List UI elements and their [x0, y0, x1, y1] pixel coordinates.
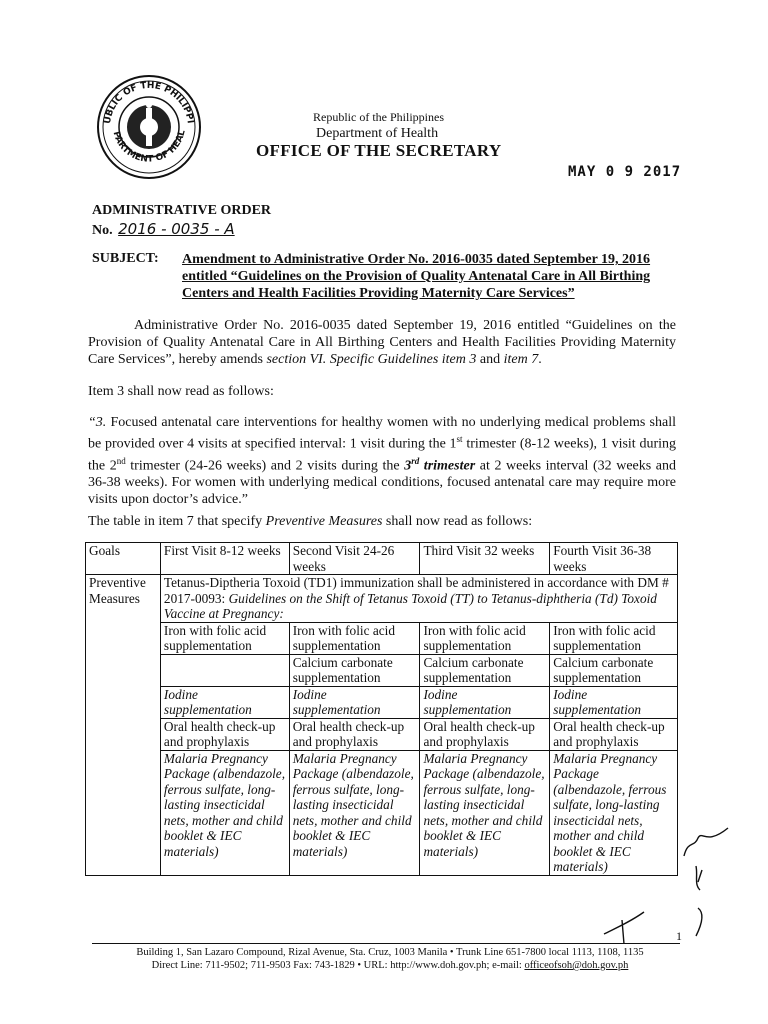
handwritten-mark [600, 910, 650, 950]
order-title: ADMINISTRATIVE ORDER [92, 203, 272, 218]
table-cell: Iron with folic acid supplementation [550, 622, 678, 654]
table-cell: Iodine supplementation [160, 686, 289, 718]
table-cell: Oral health check-up and prophylaxis [289, 718, 420, 750]
order-number [92, 220, 235, 239]
footer-contact [90, 946, 690, 972]
table-cell: Oral health check-up and prophylaxis [420, 718, 550, 750]
table-header-cell: Fourth Visit 36-38 weeks [550, 543, 678, 575]
subject-text: Amendment to Administrative Order No. 2016-0035 dated September 19, 2016 entitled “Guidelines on the Provision of Quality Antenatal Care in All Birthing Centers and Health Facilities Providing Maternity Care Services” [182, 252, 651, 301]
date-stamp: MAY 0 9 2017 [568, 164, 682, 180]
table-cell: Oral health check-up and prophylaxis [550, 718, 678, 750]
table-row [86, 575, 678, 623]
table-cell: Iodine supplementation [289, 686, 420, 718]
table-header-cell: First Visit 8-12 weeks [160, 543, 289, 575]
order-number-label: No. [92, 223, 113, 238]
footer-email-link[interactable]: officeofsoh@doh.gov.ph [524, 960, 629, 971]
table-row [86, 654, 678, 686]
table-cell: Iron with folic acid supplementation [160, 622, 289, 654]
table-cell: Iodine supplementation [550, 686, 678, 718]
footer-address: Building 1, San Lazaro Compound, Rizal Avenue, Sta. Cruz, 1003 Manila • Trunk Line 651-7800 local 1113, 1108, 1135 [136, 947, 644, 958]
item3-intro: Item 3 shall now read as follows: [88, 384, 274, 399]
intro-paragraph: Administrative Order No. 2016-0035 dated September 19, 2016 entitled “Guidelines on the Provision of Quality Antenatal Care in All Birthing Centers and Health Facilities Providing Maternity Care Services”, hereby amends section VI. Specific Guidelines item 3 and item 7. [88, 318, 676, 367]
item7-intro: The table in item 7 that specify Preventive Measures shall now read as follows: [88, 514, 533, 529]
table-cell: Oral health check-up and prophylaxis [160, 718, 289, 750]
preventive-measures-table [85, 542, 678, 876]
svg-text:DEPARTMENT OF HEALTH: PARTMENT OF HEAL [110, 130, 188, 165]
doh-seal-logo [96, 74, 202, 180]
table-cell-empty [160, 654, 289, 686]
order-number-handwritten: 2016 - 0035 - A [118, 220, 235, 238]
table-cell: Malaria Pregnancy Package (albendazole, ferrous sulfate, long-lasting insecticidal nets, mother and child booklet & IEC materials) [289, 750, 420, 875]
handwritten-initials [676, 818, 736, 948]
table-row [86, 718, 678, 750]
table-header-cell: Second Visit 24-26 weeks [289, 543, 420, 575]
table-cell: Malaria Pregnancy Package (albendazole, ferrous sulfate, long-lasting insecticidal nets, mother and child booklet & IEC materials) [160, 750, 289, 875]
item3-text: “3. Focused antenatal care interventions for healthy women with no underlying medical problems shall be provided over 4 visits at specified interval: 1 visit during the 1st trimester (8-12 weeks), 1 visit during the 2nd trimester (24-26 weeks) and 2 visits during the 3rd trimester at 2 weeks interval (32 weeks and 36-38 weeks). For women with underlying medical conditions, focused antenatal care may require more visits upon doctor’s advice.” [88, 415, 677, 508]
table-row [86, 622, 678, 654]
footer-contacts: Direct Line: 711-9502; 711-9503 Fax: 743-1829 • URL: http://www.doh.gov.ph; e-mail: officeofsoh@doh.gov.ph [151, 960, 629, 971]
office-title: OFFICE OF THE SECRETARY [256, 141, 502, 160]
table-cell: Iodine supplementation [420, 686, 550, 718]
table-header-cell: Third Visit 32 weeks [420, 543, 550, 575]
table-cell: Calcium carbonate supplementation [289, 654, 420, 686]
table-row [86, 686, 678, 718]
table-cell: Calcium carbonate supplementation [550, 654, 678, 686]
footer-divider [92, 943, 680, 944]
table-cell: Calcium carbonate supplementation [420, 654, 550, 686]
page-number: 1 [676, 929, 682, 943]
table-cell: Malaria Pregnancy Package (albendazole, ferrous sulfate, long-lasting insecticidal nets, mother and child booklet & IEC materials) [550, 750, 678, 875]
table-cell: Iron with folic acid supplementation [420, 622, 550, 654]
department-label: Department of Health [316, 126, 439, 141]
republic-label: Republic of the Philippines [313, 110, 444, 124]
table-cell-tetanus: Tetanus-Diptheria Toxoid (TD1) immunization shall be administered in accordance with DM # 2017-0093: Guidelines on the Shift of Tetanus Toxoid (TT) to Tetanus-diphtheria (Td) Toxoid Vaccine at Pregnancy: [160, 575, 677, 623]
table-header-row [86, 543, 678, 575]
subject-label: SUBJECT: [92, 251, 159, 266]
table-header-cell: Goals [86, 543, 161, 575]
table-cell: Iron with folic acid supplementation [289, 622, 420, 654]
svg-text:REPUBLIC OF THE PHILIPPINES: UBLIC OF THE PHILIPPI [103, 80, 195, 125]
table-cell: Malaria Pregnancy Package (albendazole, ferrous sulfate, long-lasting insecticidal nets, mother and child booklet & IEC materials) [420, 750, 550, 875]
row-label: Preventive Measures [86, 575, 161, 876]
table-row [86, 750, 678, 875]
